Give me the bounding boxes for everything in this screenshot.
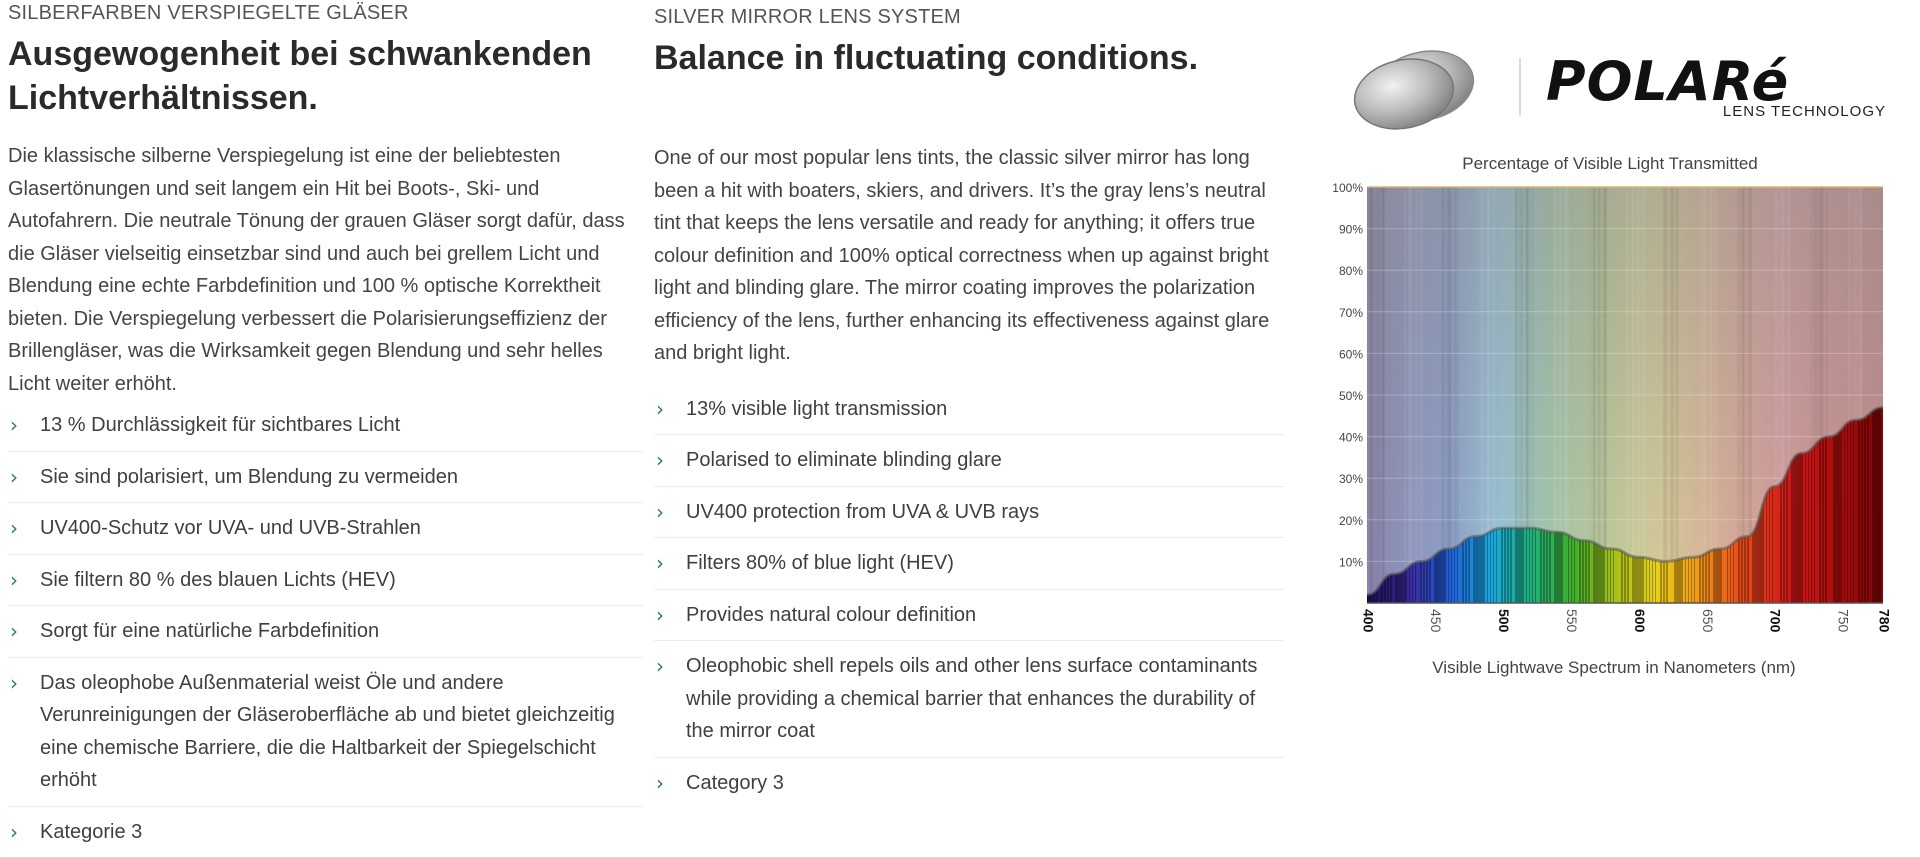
chevron-right-icon: › <box>656 547 664 580</box>
english-title: Balance in fluctuating conditions. <box>654 36 1284 80</box>
feature-text: 13% visible light transmission <box>686 398 947 420</box>
y-axis-ticks <box>1332 181 1363 569</box>
english-feature-item <box>654 435 1284 487</box>
german-feature-item <box>8 555 643 607</box>
german-feature-item <box>8 658 643 807</box>
english-feature-list <box>654 384 1284 809</box>
chevron-right-icon: › <box>10 615 18 648</box>
y-tick-label: 50% <box>1339 389 1363 403</box>
chevron-right-icon: › <box>10 667 18 700</box>
english-paragraph: One of our most popular lens tints, the classic silver mirror has long been a hit with boaters, skiers, and drivers. It’s the gray lens’s neutral tint that keeps the lens versatile and ready for anything; it offers true colour definition and 100% optical correctness when up against bright light and blinding glare. The mirror coating improves the polarization efficiency of the lens, further enhancing its effectiveness against glare and bright light. <box>654 142 1284 370</box>
y-tick-label: 80% <box>1339 264 1363 278</box>
x-axis-ticks <box>1360 609 1892 633</box>
x-tick-label: 400 <box>1360 609 1376 633</box>
english-column <box>654 0 1284 808</box>
y-tick-label: 100% <box>1332 181 1363 195</box>
english-eyebrow: SILVER MIRROR LENS SYSTEM <box>654 4 1284 30</box>
feature-text: Oleophobic shell repels oils and other lens surface contaminants while providing a chemical barrier that enhances the durability of the mirror coat <box>686 655 1257 742</box>
lens-info-panel <box>1320 0 1920 854</box>
x-tick-label: 600 <box>1632 609 1648 633</box>
x-tick-label: 700 <box>1768 609 1784 633</box>
feature-text: Kategorie 3 <box>40 821 142 843</box>
german-feature-item <box>8 606 643 658</box>
feature-text: Sie filtern 80 % des blauen Lichts (HEV) <box>40 569 396 591</box>
english-feature-item <box>654 487 1284 539</box>
english-feature-item <box>654 758 1284 809</box>
german-feature-list <box>8 400 643 857</box>
feature-text: Polarised to eliminate blinding glare <box>686 449 1002 471</box>
english-feature-item <box>654 641 1284 758</box>
english-feature-item <box>654 590 1284 642</box>
x-tick-label: 450 <box>1428 609 1444 633</box>
chevron-right-icon: › <box>656 650 664 683</box>
chevron-right-icon: › <box>656 393 664 426</box>
feature-text: Category 3 <box>686 772 784 794</box>
chevron-right-icon: › <box>10 816 18 849</box>
german-title: Ausgewogenheit bei schwankenden Lichtverhältnissen. <box>8 32 643 120</box>
german-feature-item <box>8 452 643 504</box>
chevron-right-icon: › <box>656 496 664 529</box>
chart-title: Percentage of Visible Light Transmitted <box>1462 154 1757 173</box>
chart-x-label: Visible Lightwave Spectrum in Nanometers (nm) <box>1432 658 1795 677</box>
feature-text: Filters 80% of blue light (HEV) <box>686 552 954 574</box>
chevron-right-icon: › <box>10 409 18 442</box>
feature-text: 13 % Durchlässigkeit für sichtbares Licht <box>40 414 400 436</box>
chevron-right-icon: › <box>656 444 664 477</box>
english-feature-item <box>654 384 1284 436</box>
x-tick-label: 550 <box>1564 609 1580 633</box>
chevron-right-icon: › <box>10 512 18 545</box>
english-feature-item <box>654 538 1284 590</box>
y-tick-label: 40% <box>1339 431 1363 445</box>
feature-text: UV400 protection from UVA & UVB rays <box>686 501 1039 523</box>
german-feature-item <box>8 503 643 555</box>
german-paragraph: Die klassische silberne Verspiegelung ist eine der beliebtesten Glasertönungen und seit langem ein Hit bei Boots-, Ski- und Autofahrern. Die neutrale Tönung der grauen Gläser sorgt dafür, dass die Gläser vielseitig einsetzbar sind und auch bei grellem Licht und Blendung eine echte Farbdefinition und 100 % optische Korrektheit bieten. Die Verspiegelung verbessert die Polarisierungseffizienz der Brillengläser, was die Wirksamkeit gegen Blendung und sehr helles Licht weiter erhöht. <box>8 140 643 400</box>
y-tick-label: 10% <box>1339 555 1363 569</box>
feature-text: UV400-Schutz vor UVA- und UVB-Strahlen <box>40 517 421 539</box>
chevron-right-icon: › <box>10 461 18 494</box>
x-tick-label: 750 <box>1836 609 1852 633</box>
x-tick-label: 780 <box>1876 609 1892 633</box>
logo-subtitle: LENS TECHNOLOGY <box>1723 103 1886 120</box>
y-tick-label: 70% <box>1339 306 1363 320</box>
feature-text: Das oleophobe Außenmaterial weist Öle und andere Verunreinigungen der Gläseroberfläche ab und bietet gleichzeitig eine chemische Barriere, die die Haltbarkeit der Spiegelschicht erhöht <box>40 672 615 792</box>
feature-text: Sie sind polarisiert, um Blendung zu vermeiden <box>40 466 458 488</box>
y-tick-label: 60% <box>1339 347 1363 361</box>
y-tick-label: 20% <box>1339 514 1363 528</box>
x-tick-label: 650 <box>1700 609 1716 633</box>
german-feature-item <box>8 400 643 452</box>
polare-logo: POLARé <box>1546 50 1789 113</box>
chevron-right-icon: › <box>656 599 664 632</box>
german-column <box>8 0 643 857</box>
feature-text: Provides natural colour definition <box>686 604 976 626</box>
chevron-right-icon: › <box>656 767 664 800</box>
x-tick-label: 500 <box>1496 609 1512 633</box>
chart-plot-area <box>1367 187 1883 603</box>
german-feature-item <box>8 807 643 857</box>
german-eyebrow: SILBERFARBEN VERSPIEGELTE GLÄSER <box>8 0 643 26</box>
y-tick-label: 30% <box>1339 472 1363 486</box>
transmission-chart <box>1320 0 1920 854</box>
lens-image <box>1348 42 1480 137</box>
y-tick-label: 90% <box>1339 223 1363 237</box>
feature-text: Sorgt für eine natürliche Farbdefinition <box>40 620 379 642</box>
chevron-right-icon: › <box>10 564 18 597</box>
